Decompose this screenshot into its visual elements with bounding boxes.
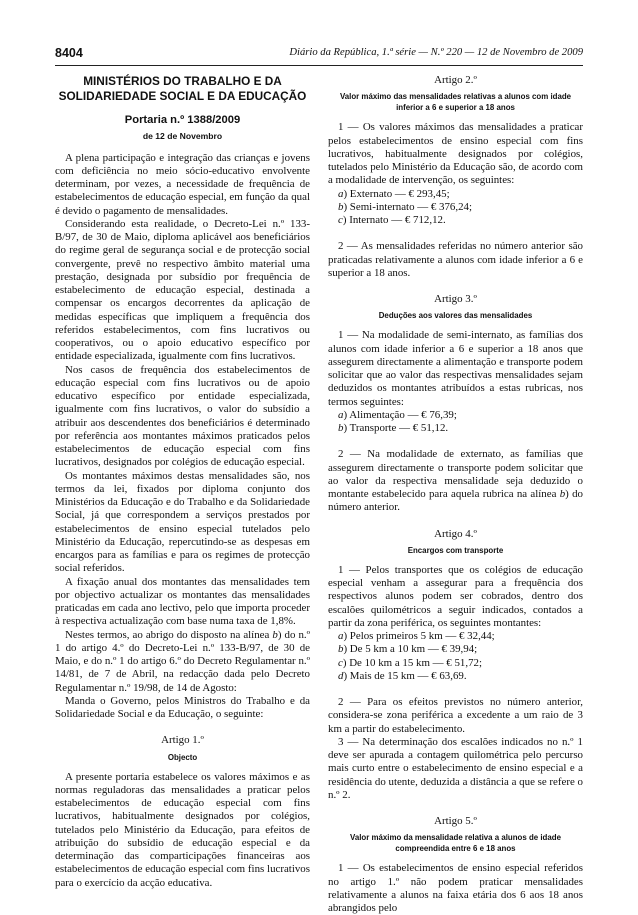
list-item (328, 643, 583, 656)
preamble-paragraph: Nos casos de frequência dos estabelecimentos de educação especial com fins lucrativos ou de apoio educativo específico por entidade especializada, igualmente com fins lucrativos, o valor do subsídio a atribuir aos descendentes dos beneficiários é determinado por referência aos montantes máximos praticados pelos estabelecimentos de educação especial com fins lucrativos, designados por colégios de educação especial. (55, 363, 310, 469)
preamble-paragraph: Os montantes máximos destas mensalidades são, nos termos da lei, fixados por diploma conjunto dos Ministérios da Educação e do Trabalho e da Solidariedade Social, já que correspondem a serviços prestados por estabelecimentos de ensino especial tutelados pelo Ministério da Educação, repercutindo-se as despesas em encargos para as famílias e para os regimes de protecção social referidos. (55, 469, 310, 575)
list-item (328, 630, 583, 643)
journal-title: Diário da República, 1.ª série — N.º 220 — 12 de Novembro de 2009 (289, 47, 583, 58)
portaria-title: Portaria n.º 1388/2009 (124, 114, 241, 126)
article-1-text: A presente portaria estabelece os valores máximos e as normas reguladoras das mensalidades a praticar pelos estabelecimentos de educação especial com fins lucrativos, habitualmente designados por colégios, tutelados pelo Ministério da Educação, para efeitos de atribuição do subsídio de educação especial e da determinação das comparticipações financeiras aos estabelecimentos de educação especial com fins lucrativos para o exercício da acção educativa. (55, 770, 310, 889)
list-item (328, 201, 583, 214)
article-3-title: Deduções aos valores das mensalidades (378, 311, 533, 321)
article-3-paragraph: 1 — Na modalidade de semi-internato, as famílias dos alunos com idade inferior a 6 e superior a 18 anos que assegurem directamente a alimentação e transporte podem solicitar que ao valor das respectivas mensalidades sejam deduzidos os montantes atribuídos a estas rubricas, nos termos seguintes: (328, 329, 583, 408)
portaria-date: de 12 de Novembro (142, 131, 223, 142)
article-5-paragraph: 1 — Os estabelecimentos de ensino especial referidos no artigo 1.º não podem praticar mensalidades relativamente a alunos na faixa etária dos 6 aos 18 anos abrangidos pelo (328, 862, 583, 914)
list-text: ) Transporte — € 51,12. (343, 422, 449, 434)
list-letter: b (338, 643, 344, 656)
ministry-heading: MINISTÉRIOS DO TRABALHO E DA SOLIDARIEDADE SOCIAL E DA EDUCAÇÃO (58, 74, 307, 103)
article-4-paragraph: 1 — Pelos transportes que os colégios de educação especial venham a assegurar para a frequência dos respectivos alunos podem ser cobrados, dentro dos escalões quilométricos a seguir indicados, contados a partir da zona periférica, os seguintes montantes: (328, 563, 583, 629)
paragraph-text: Nestes termos, ao abrigo do disposto na alínea (65, 628, 273, 641)
left-column (55, 74, 310, 890)
list-letter: b (338, 200, 344, 213)
preamble-paragraph: Considerando esta realidade, o Decreto-Lei n.º 133-B/97, de 30 de Maio, diploma aplicável aos beneficiários do regime geral de segurança social e de protecção social convergente, prevê no respectivo âmbito material uma prestação, designada por subsídio por frequência de estabelecimento de educação especial, destinada a compensar os encargos decorrentes da aplicação de medidas específicas que impliquem a frequência dos referidos estabelecimentos, com fins lucrativos ou cooperativos, ou o apoio educativo específico por entidade especializada, igualmente com fins lucrativos. (55, 217, 310, 363)
list-letter: a (338, 630, 344, 642)
list-item (328, 422, 583, 435)
list-text: ) Semi-internato — € 376,24; (343, 200, 473, 213)
article-2-title: Valor máximo das mensalidades relativas a alunos com idade inferior a 6 e superior a 18 anos (339, 92, 572, 113)
preamble-paragraph: A plena participação e integração das crianças e jovens com deficiência no meio sócio-educativo envolvente determinam, por vezes, a necessidade de frequência de estabelecimentos de educação especial, em função da qual é devido o pagamento de mensalidades. (55, 151, 310, 217)
list-letter: a (338, 187, 344, 200)
page-number: 8404 (55, 46, 83, 60)
article-1-heading: Artigo 1.º (161, 734, 204, 747)
preamble-paragraph: A fixação anual dos montantes das mensalidades tem por objectivo actualizar os montantes das mensalidades praticadas em cada ano lectivo, pelo que importa proceder à respectiva actualização com base numa taxa de 1,8%. (55, 575, 310, 628)
list-item (328, 670, 583, 683)
paragraph-text: 2 — Na modalidade de externato, as famílias que assegurem directamente o transporte podem solicitar que ao valor da respectiva mensalidade seja deduzido o montante estabelecido para aquela rubrica na alínea (328, 448, 583, 500)
article-4-paragraph: 2 — Para os efeitos previstos no número anterior, considera-se zona periférica a excedente a um raio de 3 km a partir do estabelecimento. (328, 696, 583, 735)
list-letter: a (338, 408, 344, 421)
list-letter: c (338, 656, 343, 669)
article-2-paragraph: 1 — Os valores máximos das mensalidades a praticar pelos estabelecimentos de ensino especial com fins lucrativos, habitualmente designados por colégios, tutelados pelo Ministério da Educação são, de acordo com a modalidade de intervenção, os seguintes: (328, 121, 583, 187)
alinea-letter: b (559, 488, 566, 500)
paragraph-text: ) do número anterior. (328, 488, 583, 514)
list-text: ) De 10 km a 15 km — € 51,72; (342, 656, 482, 669)
list-item (328, 188, 583, 201)
list-text: ) Alimentação — € 76,39; (343, 408, 457, 421)
list-letter: c (338, 214, 343, 226)
list-item (328, 214, 583, 227)
article-3-heading: Artigo 3.º (434, 293, 477, 305)
article-2-heading: Artigo 2.º (434, 74, 477, 86)
article-5-title: Valor máximo da mensalidade relativa a alunos de idade compreendida entre 6 e 18 anos (350, 833, 561, 854)
list-text: ) Pelos primeiros 5 km — € 32,44; (343, 630, 495, 642)
article-1-title: Objecto (167, 752, 198, 762)
list-item (328, 409, 583, 422)
article-4-title: Encargos com transporte (407, 545, 504, 555)
right-column (328, 74, 583, 915)
list-text: ) De 5 km a 10 km — € 39,94; (343, 643, 478, 656)
list-text: ) Mais de 15 km — € 63,69. (343, 669, 467, 682)
article-2-paragraph: 2 — As mensalidades referidas no número anterior são praticadas relativamente a alunos com idade inferior a 6 e superior a 18 anos. (328, 240, 583, 279)
list-letter: b (338, 422, 344, 434)
list-text: ) Internato — € 712,12. (342, 214, 446, 226)
list-text: ) Externato — € 293,45; (343, 187, 450, 200)
alinea-letter: b (272, 628, 278, 641)
article-5-heading: Artigo 5.º (434, 815, 477, 827)
article-4-heading: Artigo 4.º (434, 527, 477, 540)
list-letter: d (338, 669, 344, 682)
article-3-paragraph (328, 448, 583, 514)
header-rule (55, 65, 583, 66)
paragraph-text: ) do n.º 1 do artigo 4.º do Decreto-Lei n.º 133-B/97, de 30 de Maio, e do n.º 1 do artigo 6.º do Decreto Regulamentar n.º 14/81, de 7 de Abril, na redacção dada pelo Decreto Regulamentar n.º 19/98, de 14 de Agosto: (55, 628, 310, 694)
list-item (328, 657, 583, 670)
preamble-paragraph: Manda o Governo, pelos Ministros do Trabalho e da Solidariedade Social e da Educação, o seguinte: (55, 694, 310, 720)
article-4-paragraph: 3 — Na determinação dos escalões indicados no n.º 1 deve ser apurada a contagem quilométrica pelo percurso mais curto entre o estabelecimento de ensino especial e a residência do utente, deduzida a distância a que se refere o n.º 2. (328, 735, 583, 801)
page-header (55, 46, 583, 62)
preamble-paragraph (55, 629, 310, 695)
